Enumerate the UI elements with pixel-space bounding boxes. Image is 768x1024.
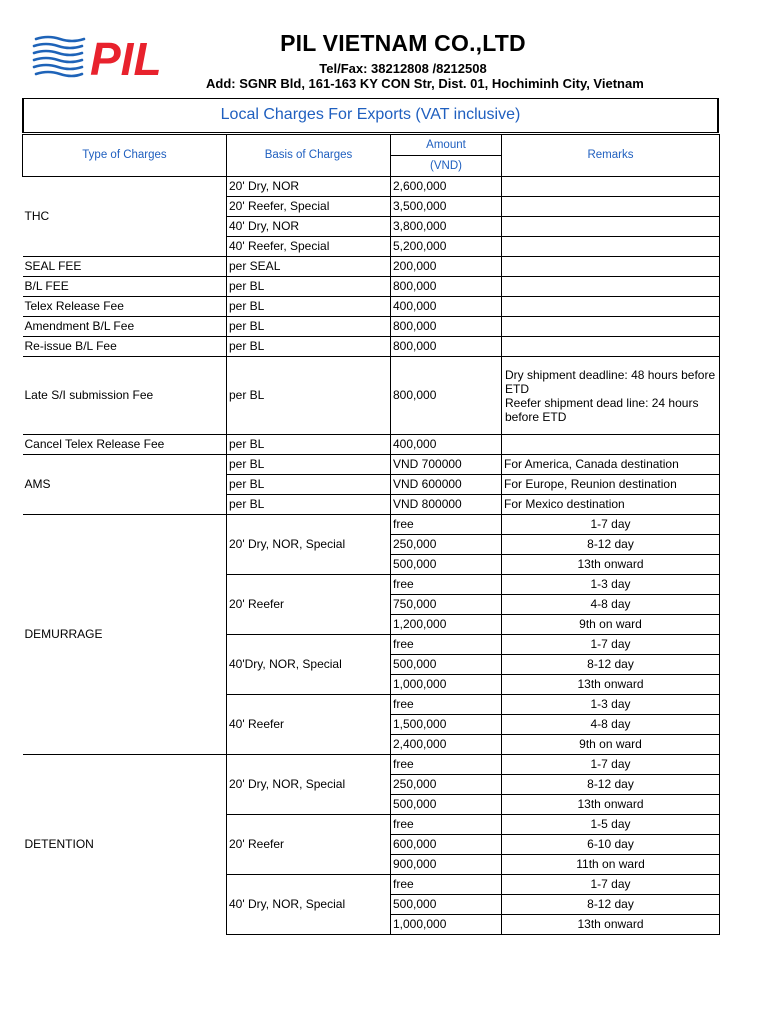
basis-of-charge: 40' Dry, NOR <box>227 217 391 237</box>
amount-cell: free <box>391 755 502 775</box>
amount-cell: VND 600000 <box>391 475 502 495</box>
remarks-cell: For Europe, Reunion destination <box>502 475 720 495</box>
header-amount: Amount <box>391 135 502 156</box>
amount-cell: 3,800,000 <box>391 217 502 237</box>
amount-cell: free <box>391 515 502 535</box>
remarks-cell: 1-3 day <box>502 695 720 715</box>
type-of-charge: AMS <box>23 455 227 515</box>
basis-of-charge: 20' Dry, NOR, Special <box>227 755 391 815</box>
basis-of-charge: 20' Reefer, Special <box>227 197 391 217</box>
company-tel-fax: Tel/Fax: 38212808 /8212508 <box>319 61 487 76</box>
remarks-cell: 1-5 day <box>502 815 720 835</box>
remarks-cell: 1-3 day <box>502 575 720 595</box>
basis-of-charge: per BL <box>227 277 391 297</box>
amount-cell: 1,500,000 <box>391 715 502 735</box>
remarks-cell: 1-7 day <box>502 515 720 535</box>
amount-cell: 400,000 <box>391 435 502 455</box>
svg-text:PIL: PIL <box>90 33 162 79</box>
amount-cell: VND 700000 <box>391 455 502 475</box>
amount-cell: 2,400,000 <box>391 735 502 755</box>
table-row <box>23 755 720 775</box>
remarks-cell: 1-7 day <box>502 635 720 655</box>
amount-cell: free <box>391 815 502 835</box>
table-row <box>23 317 720 337</box>
table-row <box>23 515 720 535</box>
remarks-cell: 13th onward <box>502 675 720 695</box>
amount-cell: 5,200,000 <box>391 237 502 257</box>
basis-of-charge: per BL <box>227 435 391 455</box>
amount-cell: 750,000 <box>391 595 502 615</box>
basis-of-charge: 40' Reefer <box>227 695 391 755</box>
amount-cell: 500,000 <box>391 895 502 915</box>
remarks-cell: 9th on ward <box>502 735 720 755</box>
basis-of-charge: 20' Reefer <box>227 815 391 875</box>
remarks-cell: 8-12 day <box>502 535 720 555</box>
type-of-charge: Telex Release Fee <box>23 297 227 317</box>
amount-cell: 2,600,000 <box>391 177 502 197</box>
amount-cell: 800,000 <box>391 357 502 435</box>
amount-cell: 900,000 <box>391 855 502 875</box>
basis-of-charge: 20' Dry, NOR, Special <box>227 515 391 575</box>
remarks-cell: For America, Canada destination <box>502 455 720 475</box>
remarks-cell <box>502 257 720 277</box>
amount-cell: 500,000 <box>391 555 502 575</box>
sheet-title-box <box>22 98 719 133</box>
basis-of-charge: 20' Dry, NOR <box>227 177 391 197</box>
amount-cell: 1,000,000 <box>391 915 502 935</box>
table-row <box>23 135 720 156</box>
company-name: PIL VIETNAM CO.,LTD <box>280 30 526 56</box>
remarks-cell <box>502 177 720 197</box>
remarks-cell: For Mexico destination <box>502 495 720 515</box>
table-row <box>23 257 720 277</box>
amount-cell: free <box>391 575 502 595</box>
remarks-cell <box>502 197 720 217</box>
header-amount-unit: (VND) <box>391 156 502 177</box>
type-of-charge: DEMURRAGE <box>23 515 227 755</box>
header-basis-of-charges: Basis of Charges <box>227 135 391 177</box>
company-address: Add: SGNR Bld, 161-163 KY CON Str, Dist. 01, Hochiminh City, Vietnam <box>206 76 644 91</box>
remarks-cell: Dry shipment deadline: 48 hours before ETD Reefer shipment dead line: 24 hours before ETD <box>502 357 720 435</box>
header-remarks: Remarks <box>502 135 720 177</box>
remarks-cell <box>502 237 720 257</box>
amount-cell: 500,000 <box>391 795 502 815</box>
remarks-cell: 13th onward <box>502 795 720 815</box>
amount-cell: 400,000 <box>391 297 502 317</box>
remarks-cell <box>502 297 720 317</box>
remarks-cell: 4-8 day <box>502 595 720 615</box>
basis-of-charge: per BL <box>227 455 391 475</box>
table-row <box>23 177 720 197</box>
remarks-cell: 8-12 day <box>502 775 720 795</box>
amount-cell: 800,000 <box>391 337 502 357</box>
type-of-charge: Cancel Telex Release Fee <box>23 435 227 455</box>
amount-cell: 200,000 <box>391 257 502 277</box>
amount-cell: 800,000 <box>391 277 502 297</box>
amount-cell: 3,500,000 <box>391 197 502 217</box>
table-row <box>23 297 720 317</box>
amount-cell: free <box>391 635 502 655</box>
amount-cell: 250,000 <box>391 535 502 555</box>
remarks-cell <box>502 317 720 337</box>
remarks-cell: 1-7 day <box>502 875 720 895</box>
type-of-charge: Amendment B/L Fee <box>23 317 227 337</box>
basis-of-charge: per BL <box>227 495 391 515</box>
remarks-cell: 11th on ward <box>502 855 720 875</box>
local-charges-table <box>22 134 720 935</box>
basis-of-charge: 40'Dry, NOR, Special <box>227 635 391 695</box>
type-of-charge: Late S/I submission Fee <box>23 357 227 435</box>
basis-of-charge: per BL <box>227 337 391 357</box>
amount-cell: 250,000 <box>391 775 502 795</box>
type-of-charge: Re-issue B/L Fee <box>23 337 227 357</box>
remarks-cell: 8-12 day <box>502 895 720 915</box>
remarks-cell: 6-10 day <box>502 835 720 855</box>
remarks-cell <box>502 277 720 297</box>
amount-cell: free <box>391 875 502 895</box>
table-row <box>23 357 720 435</box>
sheet-title: Local Charges For Exports (VAT inclusive) <box>220 106 521 123</box>
basis-of-charge: per BL <box>227 357 391 435</box>
basis-of-charge: 40' Dry, NOR, Special <box>227 875 391 935</box>
remarks-cell: 1-7 day <box>502 755 720 775</box>
remarks-cell <box>502 435 720 455</box>
pil-logo <box>32 33 174 79</box>
remarks-cell: 8-12 day <box>502 655 720 675</box>
document-header <box>0 0 768 100</box>
type-of-charge: THC <box>23 177 227 257</box>
basis-of-charge: 40' Reefer, Special <box>227 237 391 257</box>
amount-cell: 1,200,000 <box>391 615 502 635</box>
table-row <box>23 337 720 357</box>
type-of-charge: SEAL FEE <box>23 257 227 277</box>
remarks-cell: 9th on ward <box>502 615 720 635</box>
remarks-cell <box>502 337 720 357</box>
remarks-cell <box>502 217 720 237</box>
remarks-cell: 13th onward <box>502 915 720 935</box>
table-row <box>23 455 720 475</box>
basis-of-charge: per BL <box>227 317 391 337</box>
amount-cell: VND 800000 <box>391 495 502 515</box>
basis-of-charge: per BL <box>227 475 391 495</box>
remarks-cell: 13th onward <box>502 555 720 575</box>
basis-of-charge: per BL <box>227 297 391 317</box>
amount-cell: free <box>391 695 502 715</box>
basis-of-charge: per SEAL <box>227 257 391 277</box>
remarks-cell: 4-8 day <box>502 715 720 735</box>
amount-cell: 500,000 <box>391 655 502 675</box>
amount-cell: 800,000 <box>391 317 502 337</box>
table-row <box>23 435 720 455</box>
type-of-charge: B/L FEE <box>23 277 227 297</box>
basis-of-charge: 20' Reefer <box>227 575 391 635</box>
type-of-charge: DETENTION <box>23 755 227 935</box>
header-type-of-charges: Type of Charges <box>23 135 227 177</box>
table-row <box>23 277 720 297</box>
amount-cell: 600,000 <box>391 835 502 855</box>
amount-cell: 1,000,000 <box>391 675 502 695</box>
